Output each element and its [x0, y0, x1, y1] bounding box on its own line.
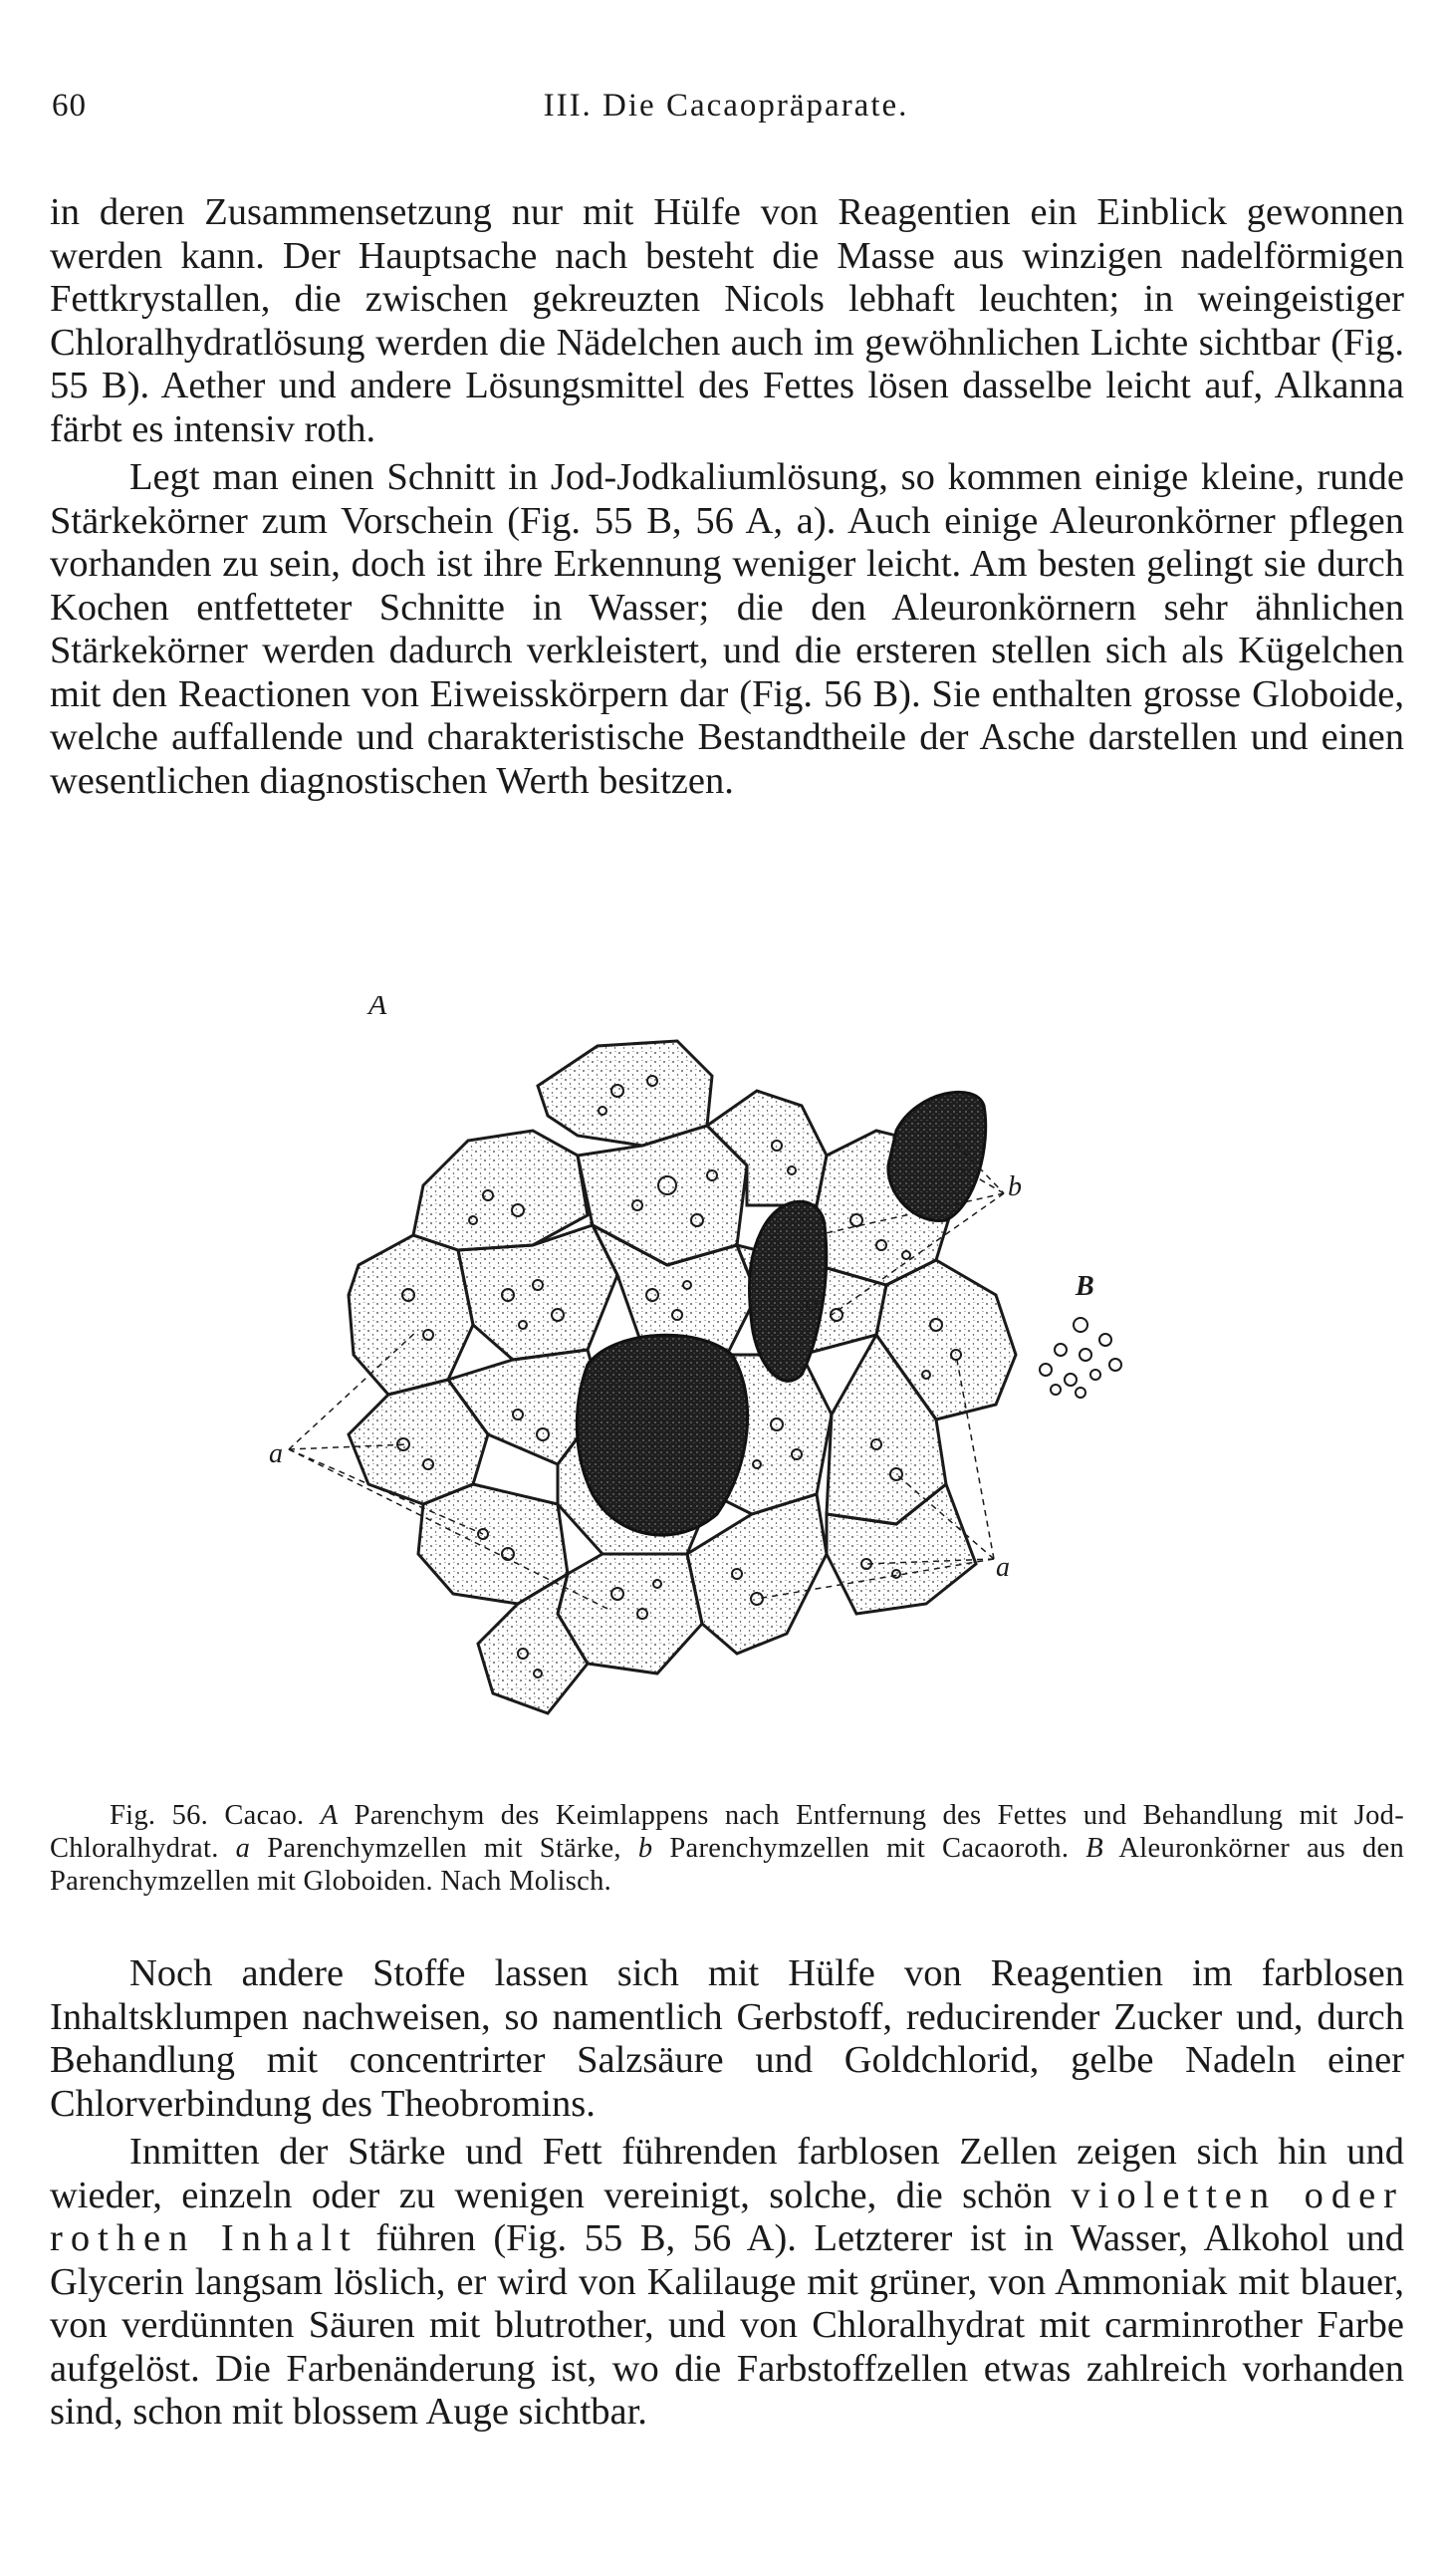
figure-caption [50, 1799, 1404, 1898]
figure-label-B: B [1076, 1271, 1094, 1302]
caption-key: A [320, 1800, 339, 1831]
caption-text: Aleuronkörner aus den Parenchymzellen mit Globoiden. Nach Molisch. [50, 1833, 1405, 1897]
page-number: 60 [52, 88, 87, 124]
paragraph-text: führen (Fig. 55 B, 56 A). Letzterer ist in Wasser, Alkohol und Glycerin langsam löslich, er wird von Kalilauge mit grüner, von Ammoniak mit blauer, von verdünnten Säuren mit blutrother, und von Chloralhydrat mit carminrother Farbe aufgelöst. Die Farbenänderung ist, wo die Farbstoffzellen etwas zahlreich vorhanden sind, schon mit blossem Auge sichtbar. [50, 2217, 1404, 2433]
running-title: III. Die Cacaopräparate. [543, 88, 909, 124]
caption-key: a [235, 1833, 251, 1864]
caption-key: b [637, 1833, 653, 1864]
caption-text: Parenchymzellen mit Stärke, [267, 1833, 621, 1864]
figure-56-illustration [259, 996, 1255, 1763]
caption-fig-label: Fig. 56. [110, 1800, 209, 1831]
paragraph: in deren Zusammensetzung nur mit Hülfe von Reagentien ein Einblick gewonnen werden kann. Der Hauptsache nach besteht die Masse aus winzigen nadelförmigen Fettkrystallen, die zwischen gekreuzten Nicols lebhaft leuchten; in weingeistiger Chloralhydratlösung werden die Nädelchen auch im gewöhnlichen Lichte sichtbar (Fig. 55 B). Aether und andere Lösungsmittel des Fettes lösen dasselbe leicht auf, Alkanna färbt es intensiv roth. [50, 191, 1404, 450]
body-text-top [50, 191, 1404, 803]
figure-label-A: A [368, 996, 387, 1021]
figure-label-a-right: a [996, 1552, 1010, 1583]
aleurone-grains-B [1040, 1318, 1121, 1398]
page-header [48, 88, 1404, 137]
paragraph: Legt man einen Schnitt in Jod-Jodkaliumlösung, so kommen einige kleine, runde Stärkekörner zum Vorschein (Fig. 55 B, 56 A, a). Auch einige Aleuronkörner pflegen vorhanden zu sein, doch ist ihre Erkennung weniger leicht. Am besten gelingt sie durch Kochen entfetteter Schnitte in Wasser; die den Aleuronkörnern sehr ähnlichen Stärkekörner werden dadurch verkleistert, und die ersteren stellen sich als Kügelchen mit den Reactionen von Eiweisskörpern dar (Fig. 56 B). Sie enthalten grosse Globoide, welche auffallende und charakteristische Bestandtheile der Asche darstellen und einen wesentlichen diagnostischen Werth besitzen. [50, 456, 1404, 802]
paragraph-text: Inmitten der Stärke und Fett führenden farblosen Zellen zeigen sich hin und wieder, einzeln oder zu wenigen vereinigt, solche, die schön [50, 2131, 1404, 2216]
emphasis-spaced: violetten oder rothen Inhalt [50, 2174, 1404, 2259]
caption-text: Parenchymzellen mit Cacaoroth. [669, 1833, 1070, 1864]
caption-text: Cacao. [224, 1800, 305, 1831]
figure-label-b: b [1008, 1171, 1022, 1202]
figure-label-a-left: a [269, 1438, 283, 1469]
caption-text: Parenchym des Keimlappens nach Entfernung des Fettes und Behandlung mit Jod-Chloralhydrat. [50, 1800, 1404, 1864]
caption-key: B [1085, 1833, 1103, 1864]
paragraph: Noch andere Stoffe lassen sich mit Hülfe von Reagentien im farblosen Inhaltsklumpen nachweisen, so namentlich Gerbstoff, reducirender Zucker und, durch Behandlung mit concentrirter Salzsäure und Goldchlorid, gelbe Nadeln einer Chlorverbindung des Theobromins. [50, 1952, 1404, 2125]
paragraph [50, 2131, 1404, 2435]
body-text-bottom [50, 1952, 1404, 2435]
